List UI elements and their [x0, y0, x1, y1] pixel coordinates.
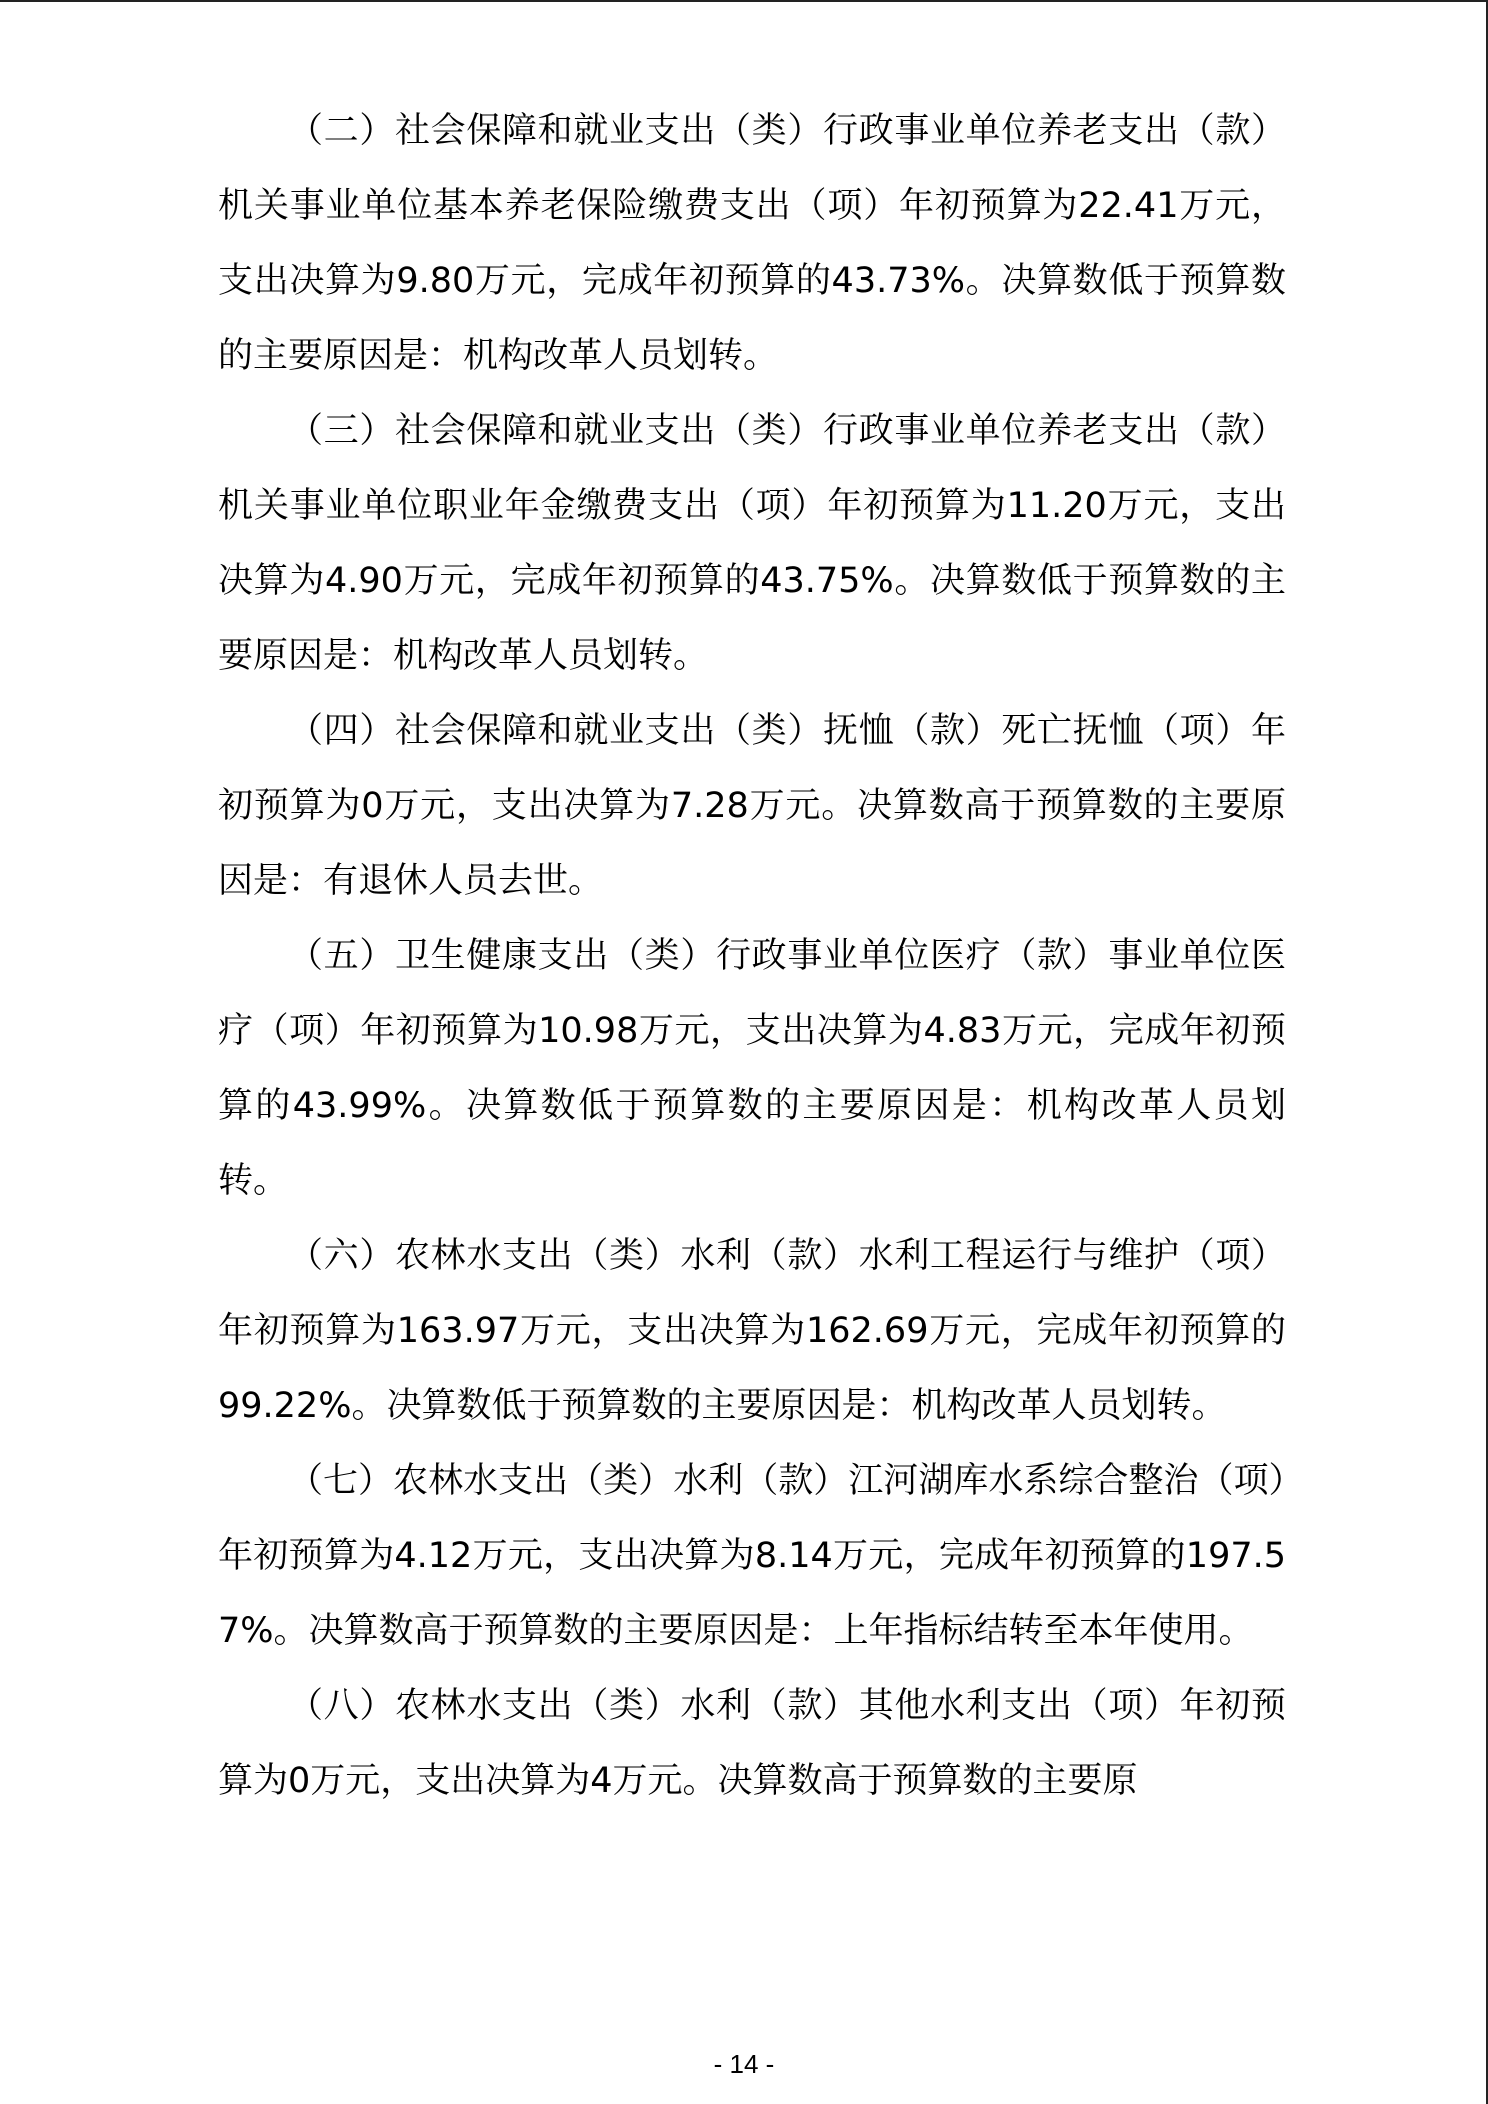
- paragraph-4: （四）社会保障和就业支出（类）抚恤（款）死亡抚恤（项）年初预算为0万元，支出决算为7.28万元。决算数高于预算数的主要原因是：有退休人员去世。: [218, 711, 1286, 901]
- paragraph-2: （二）社会保障和就业支出（类）行政事业单位养老支出（款）机关事业单位基本养老保险缴费支出（项）年初预算为22.41万元，支出决算为9.80万元，完成年初预算的43.73%。决算数低于预算数的主要原因是：机构改革人员划转。: [218, 111, 1286, 376]
- paragraph-7: （七）农林水支出（类）水利（款）江河湖库水系综合整治（项）年初预算为4.12万元，支出决算为8.14万元，完成年初预算的197.57%。决算数高于预算数的主要原因是：上年指标结转至本年使用。: [218, 1461, 1286, 1651]
- paragraph-6: （六）农林水支出（类）水利（款）水利工程运行与维护（项）年初预算为163.97万元，支出决算为162.69万元，完成年初预算的99.22%。决算数低于预算数的主要原因是：机构改革人员划转。: [218, 1236, 1286, 1426]
- document-body: [218, 94, 1286, 1819]
- page-number: - 14 -: [713, 2049, 775, 2079]
- paragraph-8: （八）农林水支出（类）水利（款）其他水利支出（项）年初预算为0万元，支出决算为4万元。决算数高于预算数的主要原: [218, 1686, 1286, 1801]
- paragraph-5: （五）卫生健康支出（类）行政事业单位医疗（款）事业单位医疗（项）年初预算为10.98万元，支出决算为4.83万元，完成年初预算的43.99%。决算数低于预算数的主要原因是：机构改革人员划转。: [218, 936, 1286, 1201]
- paragraph-3: （三）社会保障和就业支出（类）行政事业单位养老支出（款）机关事业单位职业年金缴费支出（项）年初预算为11.20万元，支出决算为4.90万元，完成年初预算的43.75%。决算数低于预算数的主要原因是：机构改革人员划转。: [218, 411, 1286, 676]
